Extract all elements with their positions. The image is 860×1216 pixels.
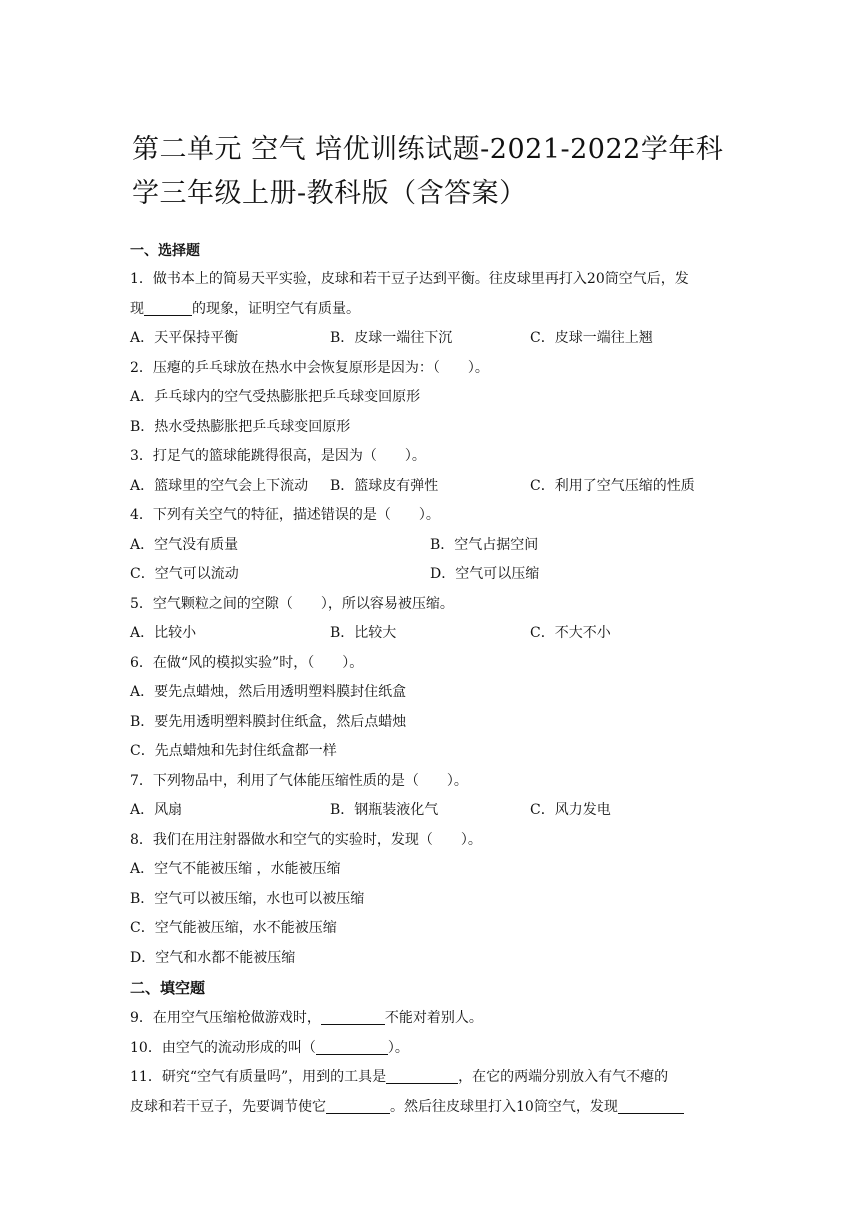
answer-blank-11-3[interactable] (618, 1096, 684, 1114)
question-1-line-2: 现 的现象，证明空气有质量。 (130, 295, 735, 325)
option-a[interactable]: A．天平保持平衡 (130, 330, 239, 346)
question-1-options (130, 324, 735, 354)
document-title: 第二单元 空气 培优训练试题-2021-2022学年科学三年级上册-教科版（含答案） (132, 134, 724, 209)
option-c[interactable]: C．先点蜡烛和先封住纸盒都一样 (130, 743, 337, 759)
option-b[interactable]: B．皮球一端往下沉 (330, 330, 453, 346)
question-3-options (130, 472, 735, 502)
option-a[interactable]: A．风扇 (130, 802, 183, 818)
option-b[interactable]: B．热水受热膨胀把乒乓球变回原形 (130, 418, 351, 435)
option-b[interactable]: B．篮球皮有弹性 (330, 477, 439, 494)
question-10: 10．由空气的流动形成的叫（ ）。 (130, 1034, 735, 1064)
option-a[interactable]: A．要先点蜡烛，然后用透明塑料膜封住纸盒 (130, 684, 407, 700)
answer-blank-11-2[interactable] (326, 1096, 390, 1114)
question-2: 2．压瘪的乒乓球放在热水中会恢复原形是因为：（ ）。 (130, 359, 489, 376)
section-heading-fill: 二、填空题 (130, 979, 206, 997)
question-1-line-1: 1．做书本上的简易天平实验，皮球和若干豆子达到平衡。往皮球里再打入20筒空气后，发 (130, 271, 689, 287)
answer-blank-11-1[interactable] (386, 1066, 458, 1084)
answer-blank-1[interactable] (144, 298, 192, 316)
option-a[interactable]: A．篮球里的空气会上下流动 (130, 477, 309, 494)
option-b[interactable]: B．比较大 (330, 625, 397, 641)
option-c[interactable]: C．空气可以流动 (130, 566, 239, 582)
option-c[interactable]: C．皮球一端往上翘 (530, 330, 653, 346)
question-6: 6．在做“风的模拟实验”时，（ ）。 (130, 654, 364, 671)
question-9: 9．在用空气压缩枪做游戏时， 不能对着别人。 (130, 1004, 735, 1034)
question-3: 3．打足气的篮球能跳得很高，是因为（ ）。 (130, 448, 426, 464)
option-b[interactable]: B．空气可以被压缩，水也可以被压缩 (130, 890, 365, 907)
section-heading-choice: 一、选择题 (130, 243, 200, 259)
question-8: 8．我们在用注射器做水和空气的实验时，发现（ ）。 (130, 831, 482, 848)
question-5: 5．空气颗粒之间的空隙（ ），所以容易被压缩。 (130, 595, 454, 612)
option-a[interactable]: A．空气没有质量 (130, 536, 239, 553)
question-5-options (130, 619, 735, 649)
option-b[interactable]: B．要先用透明塑料膜封住纸盒，然后点蜡烛 (130, 713, 407, 730)
option-b[interactable]: B．空气占据空间 (430, 536, 539, 553)
answer-blank-9[interactable] (321, 1007, 385, 1025)
option-a[interactable]: A．比较小 (130, 625, 197, 641)
answer-blank-10[interactable] (316, 1037, 388, 1055)
option-a[interactable]: A．乒乓球内的空气受热膨胀把乒乓球变回原形 (130, 389, 421, 405)
option-d[interactable]: D．空气和水都不能被压缩 (130, 949, 296, 966)
question-7: 7．下列物品中，利用了气体能压缩性质的是（ ）。 (130, 772, 468, 789)
option-d[interactable]: D．空气可以压缩 (430, 566, 540, 582)
option-b[interactable]: B．钢瓶装液化气 (330, 802, 439, 818)
question-4: 4．下列有关空气的特征，描述错误的是（ ）。 (130, 507, 440, 523)
question-11-line-1: 11．研究“空气有质量吗”，用到的工具是 ，在它的两端分别放入有气不瘪的 (130, 1063, 735, 1093)
option-a[interactable]: A．空气不能被压缩 ，水能被压缩 (130, 861, 341, 877)
question-11-line-2: 皮球和若干豆子，先要调节使它 。然后往皮球里打入10筒空气，发现 (130, 1093, 735, 1123)
question-4-options-row-2 (130, 560, 735, 590)
question-7-options (130, 796, 735, 826)
option-c[interactable]: C．空气能被压缩，水不能被压缩 (130, 920, 337, 936)
option-c[interactable]: C．风力发电 (530, 802, 611, 818)
option-c[interactable]: C．不大不小 (530, 625, 611, 641)
option-c[interactable]: C．利用了空气压缩的性质 (530, 477, 695, 494)
question-4-options-row-1 (130, 531, 735, 561)
document-body (130, 240, 735, 1122)
